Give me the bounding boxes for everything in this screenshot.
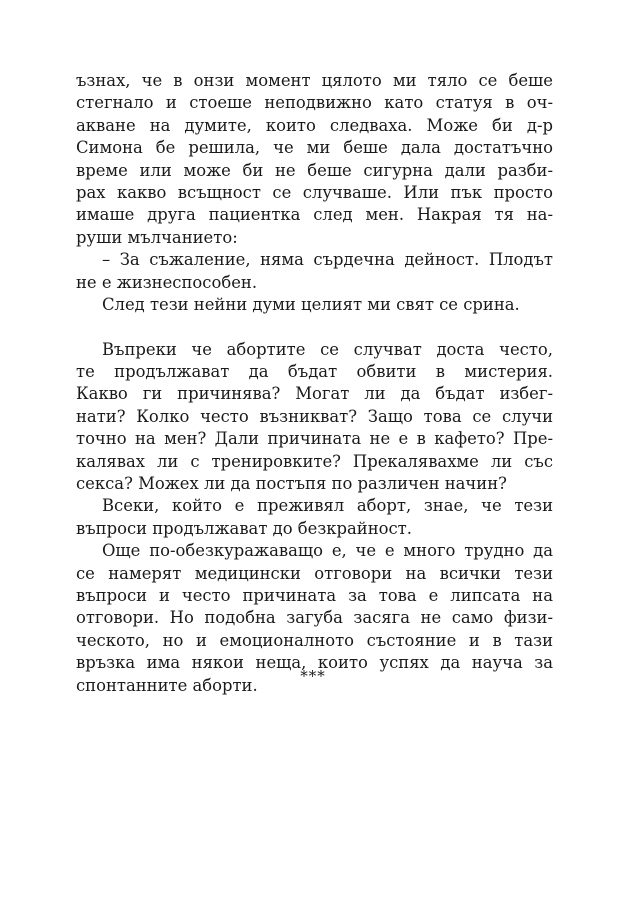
paragraph-4 xyxy=(76,339,553,496)
text-line: отговори. Но подобна загуба засяга не само физи- xyxy=(76,608,553,628)
text-line: ъзнах, че в онзи момент цялото ми тяло се беше xyxy=(76,71,553,90)
page-body xyxy=(76,70,553,697)
text-line: стегнало и стоеше неподвижно като статуя в оч- xyxy=(76,93,553,113)
text-line: – За съжаление, няма сърдечна дейност. Плодът xyxy=(102,250,553,270)
text-line: се намерят медицински отговори на всички тези xyxy=(76,563,553,583)
paragraph-3 xyxy=(76,294,553,316)
text-line: не е жизнеспособен. xyxy=(76,272,258,292)
paragraph-2 xyxy=(76,249,553,294)
text-line: Всеки, който е преживял аборт, знае, че тези xyxy=(102,496,553,516)
text-line: въпроси и често причината за това е липсата на xyxy=(76,585,553,605)
text-line: секса? Можех ли да постъпя по различен начин? xyxy=(76,474,507,494)
section-gap xyxy=(76,316,553,338)
text-line: въпроси продължават до безкрайност. xyxy=(76,518,412,538)
text-line: нати? Колко често възникват? Защо това се случи xyxy=(76,406,553,426)
text-line: След тези нейни думи целият ми свят се срина. xyxy=(102,294,520,314)
text-line: имаше друга пациентка след мен. Накрая тя на- xyxy=(76,205,553,225)
text-line: точно на мен? Дали причината не е в кафето? Пре- xyxy=(76,429,553,449)
text-line: връзка има някои неща, които успях да науча за xyxy=(76,653,553,673)
section-separator: *** xyxy=(300,667,326,685)
text-line: Симона бе решила, че ми беше дала достатъчно xyxy=(76,138,553,158)
text-line: те продължават да бъдат обвити в мистерия. xyxy=(76,362,553,382)
text-line: време или може би не беше сигурна дали разби- xyxy=(76,160,553,180)
text-line: Още по-обезкуражаващо е, че е много трудно да xyxy=(102,541,553,561)
paragraph-5 xyxy=(76,495,553,540)
text-line: калявах ли с тренировките? Прекалявахме ли със xyxy=(76,451,553,471)
text-line: Въпреки че абортите се случват доста често, xyxy=(102,339,553,359)
text-line: рах какво всъщност се случваше. Или пък просто xyxy=(76,182,553,202)
paragraph-1 xyxy=(76,70,553,249)
text-line: акване на думите, които следваха. Може би д-р xyxy=(76,115,553,135)
text-line: спонтанните аборти. xyxy=(76,675,258,695)
text-line: ческото, но и емоционалното състояние и в тази xyxy=(76,630,553,650)
text-line: Какво ги причинява? Могат ли да бъдат избег- xyxy=(76,384,553,404)
text-line: руши мълчанието: xyxy=(76,227,238,247)
